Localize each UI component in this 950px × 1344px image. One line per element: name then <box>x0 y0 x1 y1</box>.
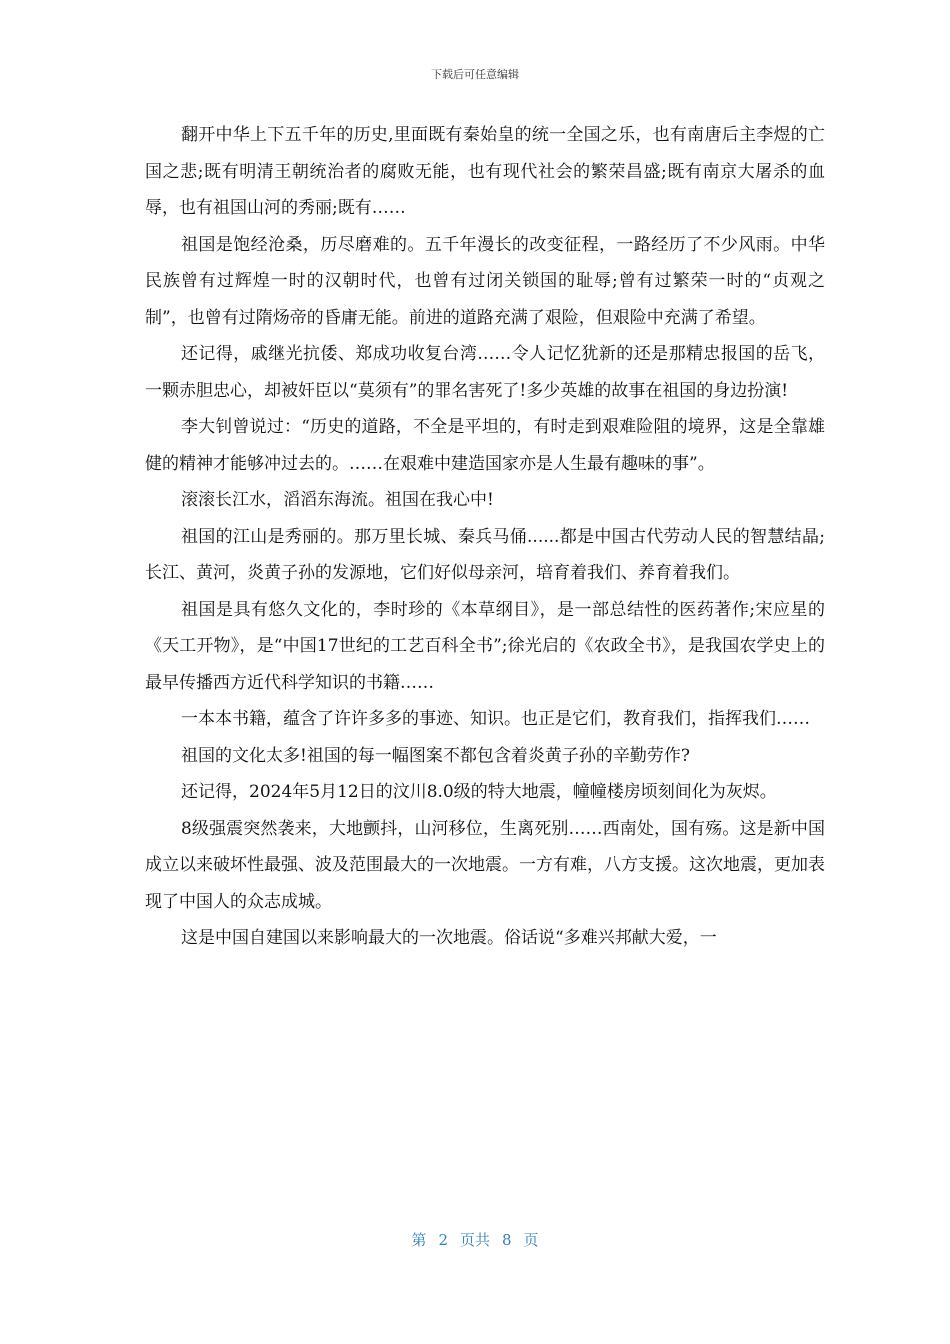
paragraph: 翻开中华上下五千年的历史,里面既有秦始皇的统一全国之乐，也有南唐后主李煜的亡国之悲;既有明清王朝统治者的腐败无能，也有现代社会的繁荣昌盛;既有南京大屠杀的血辱，也有祖国山河的秀丽;既有…… <box>145 125 825 218</box>
paragraph: 滚滚长江水，滔滔东海流。祖国在我心中! <box>181 490 494 510</box>
footer-page-number: 2 <box>438 1231 448 1249</box>
paragraph: 8级强震突然袭来，大地颤抖，山河移位，生离死别……西南处，国有殇。这是新中国成立以来破坏性最强、波及范围最大的一次地震。一方有难，八方支援。这次地震，更加表现了中国人的众志成城。 <box>145 818 825 912</box>
paragraph: 祖国的江山是秀丽的。那万里长城、秦兵马俑......都是中国古代劳动人民的智慧结晶;长江、黄河，炎黄子孙的发源地，它们好似母亲河，培育着我们、养育着我们。 <box>145 526 825 583</box>
footer-middle: 页共 <box>459 1231 490 1249</box>
paragraph: 这是中国自建国以来影响最大的一次地震。俗话说“多难兴邦献大爱，一 <box>181 928 717 948</box>
paragraph: 祖国是具有悠久文化的，李时珍的《本草纲目》，是一部总结性的医药著作;宋应星的《天工开物》，是“中国17世纪的工艺百科全书”;徐光启的《农政全书》，是我国农学史上的最早传播西方近代科学知识的书籍…… <box>145 599 825 693</box>
page-header: 下载后可任意编辑 <box>431 68 519 81</box>
footer-prefix: 第 <box>411 1231 427 1249</box>
page-footer <box>0 1229 950 1250</box>
paragraph: 李大钊曾说过：“历史的道路，不全是平坦的，有时走到艰难险阻的境界，这是全靠雄健的精神才能够冲过去的。……在艰难中建造国家亦是人生最有趣味的事”。 <box>145 417 825 474</box>
paragraph: 还记得，戚继光抗倭、郑成功收复台湾……令人记忆犹新的还是那精忠报国的岳飞，一颗赤胆忠心，却被奸臣以“莫须有”的罪名害死了!多少英雄的故事在祖国的身边扮演! <box>145 344 825 401</box>
paragraph: 一本本书籍，蕴含了许许多多的事迹、知识。也正是它们，教育我们，指挥我们…… <box>181 709 810 729</box>
paragraph: 祖国的文化太多!祖国的每一幅图案不都包含着炎黄子孙的辛勤劳作? <box>181 745 690 766</box>
document-body <box>145 117 825 957</box>
paragraph: 还记得，2024年5月12日的汶川8.0级的特大地震，幢幢楼房顷刻间化为灰烬。 <box>181 782 777 802</box>
footer-suffix: 页 <box>523 1231 539 1249</box>
footer-total-pages: 8 <box>502 1231 512 1249</box>
paragraph: 祖国是饱经沧桑，历尽磨难的。五千年漫长的改变征程，一路经历了不少风雨。中华民族曾有过辉煌一时的汉朝时代，也曾有过闭关锁国的耻辱;曾有过繁荣一时的“贞观之制”，也曾有过隋炀帝的昏庸无能。前进的道路充满了艰险，但艰险中充满了希望。 <box>145 234 825 328</box>
